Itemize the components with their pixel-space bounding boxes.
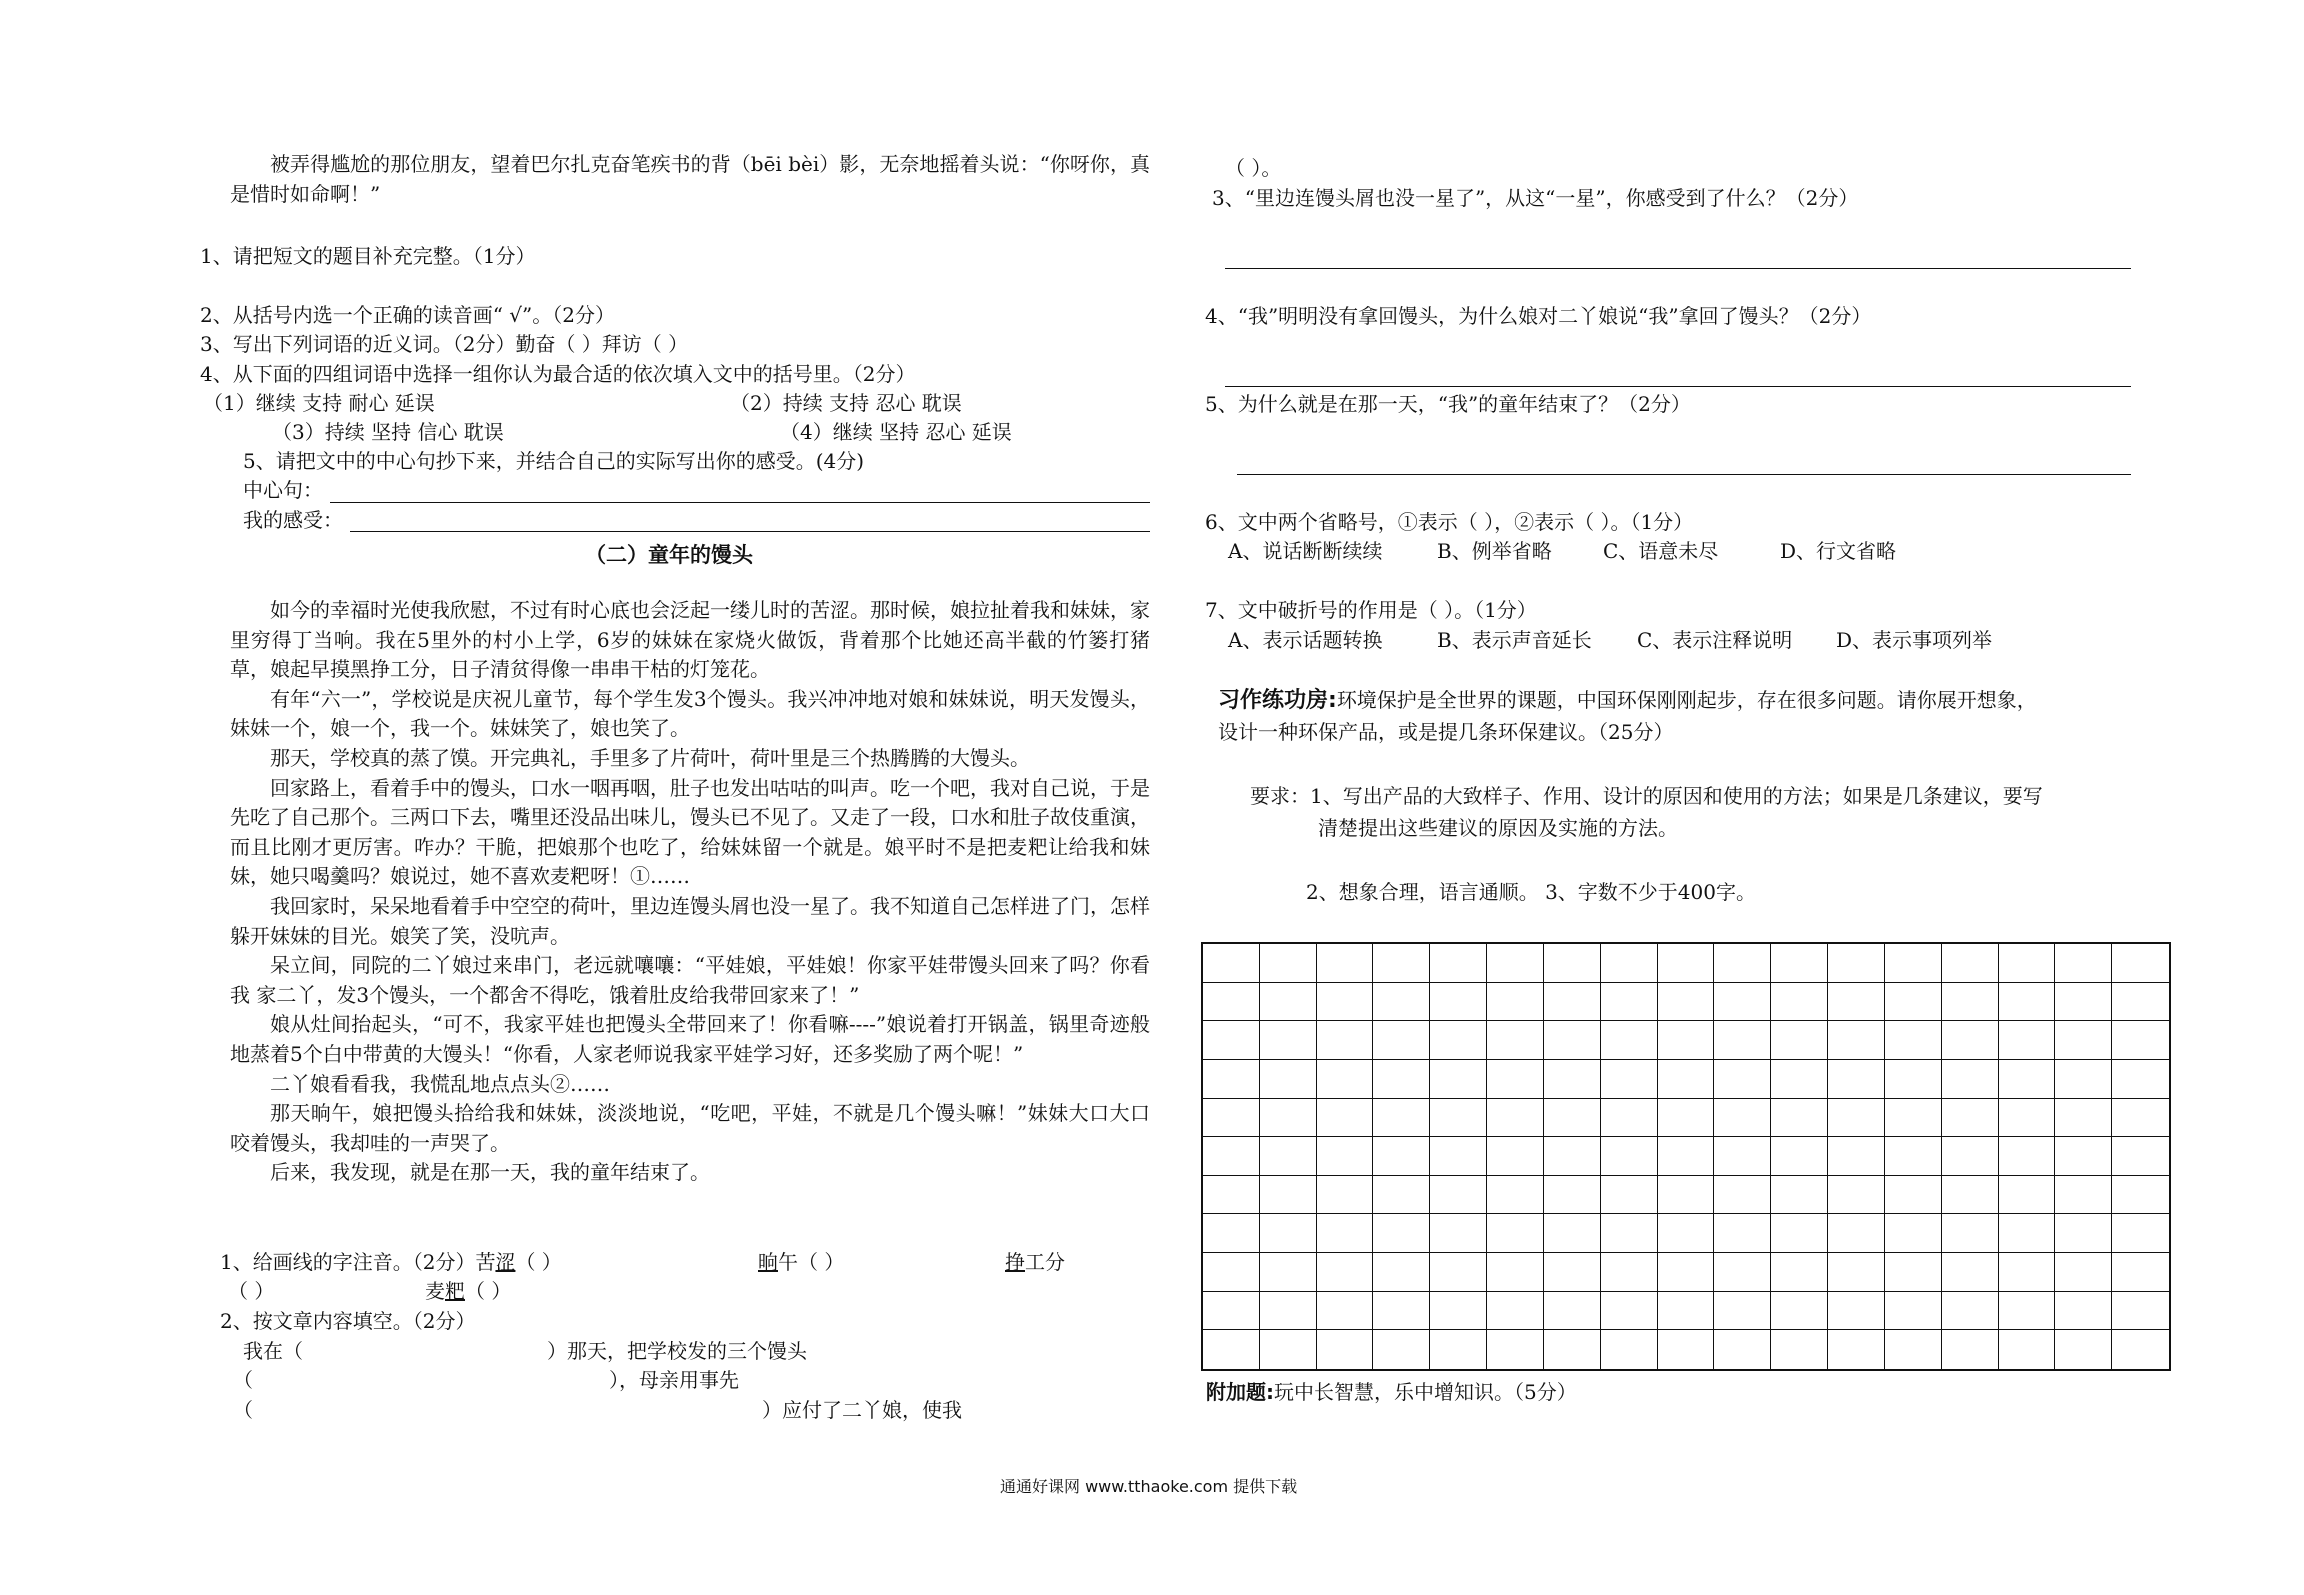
- grid-cell[interactable]: [1260, 983, 1317, 1022]
- grid-cell[interactable]: [1714, 1060, 1771, 1099]
- grid-cell[interactable]: [1203, 1060, 1260, 1099]
- grid-cell[interactable]: [1999, 1137, 2056, 1176]
- grid-cell[interactable]: [1601, 983, 1658, 1022]
- grid-cell[interactable]: [1942, 1214, 1999, 1253]
- answer-line-q4[interactable]: [1225, 386, 2131, 387]
- grid-cell[interactable]: [1487, 1214, 1544, 1253]
- grid-cell[interactable]: [1317, 1021, 1374, 1060]
- grid-cell[interactable]: [1658, 1214, 1715, 1253]
- answer-line-q3[interactable]: [1225, 268, 2131, 269]
- grid-cell[interactable]: [1885, 1176, 1942, 1215]
- grid-cell[interactable]: [1942, 1021, 1999, 1060]
- grid-cell[interactable]: [1999, 983, 2056, 1022]
- grid-cell[interactable]: [1828, 1253, 1885, 1292]
- grid-cell[interactable]: [1203, 983, 1260, 1022]
- q4-option-3: （3）持续 坚持 信心 耽误: [272, 420, 504, 444]
- grid-cell[interactable]: [1260, 1253, 1317, 1292]
- story-paragraph: 娘从灶间抬起头，“可不，我家平娃也把馒头全带回来了！你看嘛----”娘说着打开锅盖，锅里奇迹般 地蒸着5个白中带黄的大馒头！“你看，人家老师说我家平娃学习好，还多奖励了两个呢！”: [230, 1012, 1150, 1066]
- fill-blank-3a: （: [233, 1398, 253, 1422]
- writing-heading: 习作练功房:: [1218, 688, 1337, 713]
- story-title: （二）童年的馒头: [585, 543, 753, 567]
- grid-cell[interactable]: [1544, 1176, 1601, 1215]
- story-question-1: 1、给画线的字注音。（2分）苦涩（ ）: [220, 1250, 562, 1274]
- writing-prompt-line-1: 习作练功房:环境保护是全世界的课题，中国环保刚刚起步，存在很多问题。请你展开想象，: [1218, 688, 2037, 713]
- grid-cell[interactable]: [1430, 1137, 1487, 1176]
- center-sentence-line[interactable]: [330, 502, 1150, 503]
- grid-cell[interactable]: [2112, 1330, 2169, 1369]
- intro-paragraph: 被弄得尴尬的那位朋友，望着巴尔扎克奋笔疾书的背（bēi bèi）影，无奈地摇着头说：“你呀你，真是惜时如命啊！”: [230, 152, 1150, 206]
- grid-cell[interactable]: [1658, 1021, 1715, 1060]
- grid-cell[interactable]: [1658, 1330, 1715, 1369]
- grid-cell[interactable]: [1942, 1099, 1999, 1138]
- grid-cell[interactable]: [2055, 983, 2112, 1022]
- grid-cell[interactable]: [1317, 1253, 1374, 1292]
- grid-cell[interactable]: [1260, 1176, 1317, 1215]
- grid-cell[interactable]: [1373, 1330, 1430, 1369]
- grid-cell[interactable]: [1714, 1021, 1771, 1060]
- story-paragraph: 那天，学校真的蒸了馍。开完典礼，手里多了片荷叶，荷叶里是三个热腾腾的大馒头。: [270, 745, 1030, 770]
- grid-cell[interactable]: [1487, 1330, 1544, 1369]
- story-paragraph: 如今的幸福时光使我欣慰，不过有时心底也会泛起一缕儿时的苦涩。那时候，娘拉扯着我和妹妹，家里穷得丁当响。我在5里外的村小上学，6岁的妹妹在家烧火做饭，背着那个比她还高半截的竹篓打猪草，娘起早摸黑挣工分，日子清贫得像一串串干枯的灯笼花。: [230, 598, 1150, 682]
- fill-blank-1a: 我在（: [243, 1339, 303, 1363]
- q7-option-a: A、表示话题转换: [1228, 628, 1383, 652]
- grid-cell[interactable]: [1373, 1176, 1430, 1215]
- story-paragraph: 二丫娘看看我，我慌乱地点点头②……: [270, 1071, 610, 1096]
- grid-cell[interactable]: [1373, 1099, 1430, 1138]
- grid-cell[interactable]: [1317, 1176, 1374, 1215]
- question-1: 1、请把短文的题目补充完整。（1分）: [200, 244, 536, 268]
- grid-cell[interactable]: [1828, 1292, 1885, 1331]
- grid-cell[interactable]: [1260, 1292, 1317, 1331]
- grid-cell[interactable]: [1544, 1214, 1601, 1253]
- grid-cell[interactable]: [1317, 944, 1374, 983]
- grid-cell[interactable]: [1942, 983, 1999, 1022]
- story-question-1-word-4: 麦粑（ ）: [425, 1279, 512, 1303]
- grid-cell[interactable]: [1544, 1253, 1601, 1292]
- grid-cell[interactable]: [2055, 1176, 2112, 1215]
- q4-option-1: （1）继续 支持 耐心 延误: [203, 391, 435, 415]
- question-4: 4、从下面的四组词语中选择一组你认为最合适的依次填入文中的括号里。（2分）: [200, 362, 916, 386]
- q7-option-b: B、表示声音延长: [1437, 628, 1592, 652]
- grid-cell[interactable]: [1885, 1253, 1942, 1292]
- grid-cell[interactable]: [1601, 1099, 1658, 1138]
- question-3: 3、写出下列词语的近义词。（2分）勤奋（ ）拜访（ ）: [200, 332, 689, 356]
- grid-cell[interactable]: [1544, 1060, 1601, 1099]
- grid-cell[interactable]: [1260, 1021, 1317, 1060]
- grid-cell[interactable]: [1203, 1292, 1260, 1331]
- grid-cell[interactable]: [1430, 1330, 1487, 1369]
- grid-cell[interactable]: [1260, 1330, 1317, 1369]
- grid-cell[interactable]: [1885, 1137, 1942, 1176]
- story-question-2: 2、按文章内容填空。（2分）: [220, 1309, 476, 1333]
- grid-cell[interactable]: [1885, 944, 1942, 983]
- grid-cell[interactable]: [1373, 1137, 1430, 1176]
- grid-cell[interactable]: [1487, 1060, 1544, 1099]
- q7-option-c: C、表示注释说明: [1637, 628, 1793, 652]
- grid-cell[interactable]: [1487, 1099, 1544, 1138]
- bonus-heading: 附加题:: [1206, 1380, 1274, 1404]
- grid-cell[interactable]: [1942, 1176, 1999, 1215]
- grid-cell[interactable]: [1544, 1021, 1601, 1060]
- grid-cell[interactable]: [2112, 1214, 2169, 1253]
- grid-cell[interactable]: [1828, 1176, 1885, 1215]
- grid-cell[interactable]: [1317, 1330, 1374, 1369]
- requirement-line-3: 2、想象合理，语言通顺。 3、字数不少于400字。: [1306, 880, 1756, 904]
- grid-cell[interactable]: [1373, 1021, 1430, 1060]
- grid-cell[interactable]: [1601, 1330, 1658, 1369]
- grid-cell[interactable]: [1317, 1292, 1374, 1331]
- grid-cell[interactable]: [1828, 983, 1885, 1022]
- grid-cell[interactable]: [1714, 1099, 1771, 1138]
- story-paragraph: 我回家时，呆呆地看着手中空空的荷叶，里边连馒头屑也没一星了。我不知道自己怎样进了门，怎样躲开妹妹的目光。娘笑了笑，没吭声。: [230, 893, 1150, 948]
- fill-blank-1b: ）那天，把学校发的三个馒头: [547, 1339, 807, 1363]
- grid-cell[interactable]: [1714, 1176, 1771, 1215]
- grid-cell[interactable]: [1317, 1214, 1374, 1253]
- grid-cell[interactable]: [2112, 1137, 2169, 1176]
- grid-cell[interactable]: [1430, 983, 1487, 1022]
- grid-cell[interactable]: [1544, 1137, 1601, 1176]
- grid-cell[interactable]: [1999, 1330, 2056, 1369]
- q6-option-a: A、说话断断续续: [1228, 539, 1383, 563]
- grid-cell[interactable]: [2055, 1021, 2112, 1060]
- grid-cell[interactable]: [1942, 1253, 1999, 1292]
- grid-cell[interactable]: [1942, 1292, 1999, 1331]
- grid-cell[interactable]: [1771, 1060, 1828, 1099]
- grid-cell[interactable]: [1430, 1214, 1487, 1253]
- grid-cell[interactable]: [1999, 1176, 2056, 1215]
- grid-cell[interactable]: [1430, 1021, 1487, 1060]
- grid-cell[interactable]: [1771, 944, 1828, 983]
- grid-cell[interactable]: [1999, 1292, 2056, 1331]
- grid-cell[interactable]: [2112, 944, 2169, 983]
- grid-cell[interactable]: [1317, 983, 1374, 1022]
- grid-cell[interactable]: [1373, 1292, 1430, 1331]
- grid-cell[interactable]: [1203, 1330, 1260, 1369]
- grid-cell[interactable]: [1999, 1214, 2056, 1253]
- grid-cell[interactable]: [2112, 983, 2169, 1022]
- grid-cell[interactable]: [1942, 1330, 1999, 1369]
- grid-cell[interactable]: [2055, 1330, 2112, 1369]
- grid-cell[interactable]: [1771, 1137, 1828, 1176]
- grid-cell[interactable]: [1714, 1292, 1771, 1331]
- grid-cell[interactable]: [1714, 983, 1771, 1022]
- grid-cell[interactable]: [1828, 1330, 1885, 1369]
- center-sentence-label: 中心句：: [243, 478, 323, 502]
- grid-cell[interactable]: [1487, 1137, 1544, 1176]
- grid-cell[interactable]: [1714, 1253, 1771, 1292]
- grid-cell[interactable]: [1601, 944, 1658, 983]
- grid-cell[interactable]: [1828, 1021, 1885, 1060]
- grid-cell[interactable]: [1544, 1292, 1601, 1331]
- grid-cell[interactable]: [2112, 1060, 2169, 1099]
- grid-cell[interactable]: [2055, 1253, 2112, 1292]
- grid-cell[interactable]: [1373, 1214, 1430, 1253]
- grid-cell[interactable]: [1771, 983, 1828, 1022]
- grid-cell[interactable]: [1658, 1060, 1715, 1099]
- feeling-label: 我的感受：: [243, 508, 343, 532]
- grid-cell[interactable]: [1430, 1253, 1487, 1292]
- right-question-5: 5、为什么就是在那一天，“我”的童年结束了？（2分）: [1205, 392, 1691, 416]
- grid-cell[interactable]: [1714, 1330, 1771, 1369]
- grid-cell[interactable]: [1658, 1137, 1715, 1176]
- q4-option-2: （2）持续 支持 忍心 耽误: [730, 391, 962, 415]
- grid-cell[interactable]: [2055, 1292, 2112, 1331]
- grid-cell[interactable]: [1771, 1292, 1828, 1331]
- story-question-1-word-3: 挣工分: [1005, 1250, 1065, 1274]
- grid-cell[interactable]: [1714, 944, 1771, 983]
- grid-cell[interactable]: [1828, 1137, 1885, 1176]
- grid-cell[interactable]: [1487, 983, 1544, 1022]
- right-question-6: 6、文中两个省略号，①表示（ ），②表示（ ）。（1分）: [1205, 510, 1694, 534]
- grid-cell[interactable]: [1544, 944, 1601, 983]
- grid-cell[interactable]: [1828, 944, 1885, 983]
- grid-cell[interactable]: [1828, 1060, 1885, 1099]
- grid-cell[interactable]: [1771, 1021, 1828, 1060]
- writing-prompt-line-2: 设计一种环保产品，或是提几条环保建议。（25分）: [1218, 720, 1674, 744]
- q4-option-4: （4）继续 坚持 忍心 延误: [780, 420, 1012, 444]
- grid-cell[interactable]: [1317, 1137, 1374, 1176]
- grid-cell[interactable]: [1601, 1060, 1658, 1099]
- grid-cell[interactable]: [1544, 1099, 1601, 1138]
- bonus-question: 附加题:玩中长智慧，乐中增知识。（5分）: [1206, 1380, 1577, 1404]
- grid-cell[interactable]: [1999, 944, 2056, 983]
- grid-cell[interactable]: [2055, 944, 2112, 983]
- grid-cell[interactable]: [1373, 983, 1430, 1022]
- grid-cell[interactable]: [1430, 1292, 1487, 1331]
- grid-cell[interactable]: [1203, 1253, 1260, 1292]
- grid-cell[interactable]: [1601, 1021, 1658, 1060]
- grid-cell[interactable]: [1601, 1253, 1658, 1292]
- grid-cell[interactable]: [1885, 1099, 1942, 1138]
- q6-option-c: C、语意未尽: [1603, 539, 1719, 563]
- grid-cell[interactable]: [1203, 1137, 1260, 1176]
- grid-cell[interactable]: [2112, 1292, 2169, 1331]
- grid-cell[interactable]: [2112, 1099, 2169, 1138]
- grid-cell[interactable]: [1714, 1137, 1771, 1176]
- grid-cell[interactable]: [1317, 1060, 1374, 1099]
- grid-cell[interactable]: [1828, 1214, 1885, 1253]
- grid-cell[interactable]: [1430, 1099, 1487, 1138]
- right-top-bracket: （ ）。: [1225, 156, 1282, 180]
- grid-cell[interactable]: [1771, 1176, 1828, 1215]
- composition-grid[interactable]: [1201, 942, 2171, 1371]
- story-question-1-word-2: 晌午（ ）: [758, 1250, 845, 1274]
- grid-cell[interactable]: [1487, 944, 1544, 983]
- grid-cell[interactable]: [1203, 1099, 1260, 1138]
- q6-option-d: D、行文省略: [1780, 539, 1897, 563]
- right-question-7: 7、文中破折号的作用是（ ）。（1分）: [1205, 598, 1537, 622]
- fill-blank-2b: ），母亲用事先: [609, 1368, 739, 1392]
- requirement-line-1: 要求：1、写出产品的大致样子、作用、设计的原因和使用的方法；如果是几条建议，要写: [1250, 784, 2043, 808]
- grid-cell[interactable]: [1203, 1021, 1260, 1060]
- grid-cell[interactable]: [1430, 1060, 1487, 1099]
- grid-cell[interactable]: [1942, 1137, 1999, 1176]
- story-paragraph: 后来，我发现，就是在那一天，我的童年结束了。: [270, 1160, 710, 1185]
- q6-option-b: B、例举省略: [1437, 539, 1552, 563]
- grid-cell[interactable]: [1714, 1214, 1771, 1253]
- grid-cell[interactable]: [2112, 1176, 2169, 1215]
- grid-cell[interactable]: [1942, 944, 1999, 983]
- grid-cell[interactable]: [1373, 944, 1430, 983]
- grid-cell[interactable]: [1885, 1021, 1942, 1060]
- grid-cell[interactable]: [1260, 944, 1317, 983]
- grid-cell[interactable]: [1317, 1099, 1374, 1138]
- grid-cell[interactable]: [1373, 1253, 1430, 1292]
- feeling-line[interactable]: [350, 531, 1150, 532]
- grid-cell[interactable]: [2055, 1099, 2112, 1138]
- grid-cell[interactable]: [2055, 1137, 2112, 1176]
- story-question-1-line-2: （ ）: [228, 1279, 275, 1303]
- right-question-4: 4、“我”明明没有拿回馒头，为什么娘对二丫娘说“我”拿回了馒头？（2分）: [1205, 304, 1872, 328]
- grid-cell[interactable]: [1771, 1330, 1828, 1369]
- grid-cell[interactable]: [1487, 1292, 1544, 1331]
- grid-cell[interactable]: [1658, 1099, 1715, 1138]
- grid-cell[interactable]: [1487, 1176, 1544, 1215]
- grid-cell[interactable]: [1658, 1253, 1715, 1292]
- grid-cell[interactable]: [2055, 1214, 2112, 1253]
- grid-cell[interactable]: [1771, 1253, 1828, 1292]
- grid-cell[interactable]: [1658, 1176, 1715, 1215]
- grid-cell[interactable]: [1942, 1060, 1999, 1099]
- grid-cell[interactable]: [1544, 983, 1601, 1022]
- grid-cell[interactable]: [1487, 1021, 1544, 1060]
- q7-option-d: D、表示事项列举: [1836, 628, 1993, 652]
- grid-cell[interactable]: [1487, 1253, 1544, 1292]
- grid-cell[interactable]: [1885, 1214, 1942, 1253]
- grid-cell[interactable]: [1885, 1060, 1942, 1099]
- grid-cell[interactable]: [1260, 1060, 1317, 1099]
- story-body: [230, 596, 1150, 1188]
- grid-cell[interactable]: [1658, 983, 1715, 1022]
- grid-cell[interactable]: [2055, 1060, 2112, 1099]
- grid-cell[interactable]: [1999, 1253, 2056, 1292]
- story-paragraph: 呆立间，同院的二丫娘过来串门，老远就嚷嚷：“平娃娘，平娃娘！你家平娃带馒头回来了吗？你看我 家二丫，发3个馒头，一个都舍不得吃，饿着肚皮给我带回家来了！”: [230, 953, 1150, 1007]
- grid-cell[interactable]: [1771, 1214, 1828, 1253]
- grid-cell[interactable]: [1260, 1214, 1317, 1253]
- question-5: 5、请把文中的中心句抄下来，并结合自己的实际写出你的感受。(4分): [243, 449, 865, 473]
- grid-cell[interactable]: [1885, 1292, 1942, 1331]
- grid-cell[interactable]: [1203, 1176, 1260, 1215]
- story-paragraph: 有年“六一”，学校说是庆祝儿童节，每个学生发3个馒头。我兴冲冲地对娘和妹妹说，明天发馒头，妹妹一个，娘一个，我一个。妹妹笑了，娘也笑了。: [230, 686, 1150, 741]
- grid-cell[interactable]: [1885, 983, 1942, 1022]
- grid-cell[interactable]: [1658, 944, 1715, 983]
- requirement-line-2: 清楚提出这些建议的原因及实施的方法。: [1318, 816, 1678, 840]
- grid-cell[interactable]: [1601, 1176, 1658, 1215]
- grid-cell[interactable]: [1999, 1099, 2056, 1138]
- grid-cell[interactable]: [1430, 1176, 1487, 1215]
- answer-line-q5[interactable]: [1237, 474, 2131, 475]
- grid-cell[interactable]: [1658, 1292, 1715, 1331]
- grid-cell[interactable]: [1601, 1214, 1658, 1253]
- grid-cell[interactable]: [2112, 1253, 2169, 1292]
- question-2: 2、从括号内选一个正确的读音画“ √”。（2分）: [200, 303, 615, 327]
- grid-cell[interactable]: [1260, 1099, 1317, 1138]
- story-paragraph: 回家路上，看着手中的馒头，口水一咽再咽，肚子也发出咕咕的叫声。吃一个吧，我对自己说，于是先吃了自己那个。三两口下去，嘴里还没品出味儿，馒头已不见了。又走了一段，口水和肚子故伎重演，而且比刚才更厉害。咋办？干脆，把娘那个也吃了，给妹妹留一个就是。娘平时不是把麦粑让给我和妹妹，她只喝羹吗？娘说过，她不喜欢麦粑呀！①……: [230, 775, 1150, 889]
- grid-cell[interactable]: [1601, 1137, 1658, 1176]
- grid-cell[interactable]: [1260, 1137, 1317, 1176]
- grid-cell[interactable]: [2112, 1021, 2169, 1060]
- grid-cell[interactable]: [1203, 944, 1260, 983]
- grid-cell[interactable]: [1885, 1330, 1942, 1369]
- grid-cell[interactable]: [1430, 944, 1487, 983]
- grid-cell[interactable]: [1828, 1099, 1885, 1138]
- grid-cell[interactable]: [1544, 1330, 1601, 1369]
- grid-cell[interactable]: [1203, 1214, 1260, 1253]
- grid-cell[interactable]: [1999, 1060, 2056, 1099]
- right-question-3: 3、“里边连馒头屑也没一星了”，从这“一星”，你感受到了什么？（2分）: [1212, 186, 1859, 210]
- fill-blank-2a: （: [233, 1368, 253, 1392]
- grid-cell[interactable]: [1373, 1060, 1430, 1099]
- footer-credit: 通通好课网 www.tthaoke.com 提供下载: [1000, 1477, 1298, 1496]
- grid-cell[interactable]: [1771, 1099, 1828, 1138]
- story-paragraph: 那天晌午，娘把馒头拾给我和妹妹，淡淡地说，“吃吧，平娃，不就是几个馒头嘛！”妹妹大口大口咬着馒头，我却哇的一声哭了。: [230, 1101, 1150, 1155]
- fill-blank-3b: ）应付了二丫娘，使我: [762, 1398, 962, 1422]
- grid-cell[interactable]: [1601, 1292, 1658, 1331]
- grid-cell[interactable]: [1999, 1021, 2056, 1060]
